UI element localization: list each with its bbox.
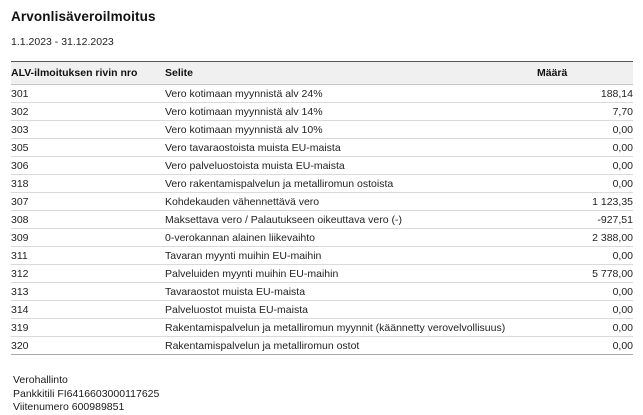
table-row	[11, 193, 633, 211]
footer-bank-account: Pankkitili FI6416603000117625	[13, 387, 160, 400]
table-row	[11, 211, 633, 229]
cell-description: Rakentamispalvelun ja metalliromun ostot	[165, 337, 537, 355]
cell-description: Vero tavaraostoista muista EU-maista	[165, 139, 537, 157]
cell-row-number: 314	[11, 301, 165, 319]
cell-row-number: 302	[11, 103, 165, 121]
reporting-period: 1.1.2023 - 31.12.2023	[11, 36, 114, 48]
table-body	[11, 85, 633, 355]
cell-amount: 0,00	[537, 139, 633, 157]
cell-description: Vero kotimaan myynnistä alv 24%	[165, 85, 537, 103]
cell-description: Tavaraostot muista EU-maista	[165, 283, 537, 301]
table-row	[11, 157, 633, 175]
cell-row-number: 318	[11, 175, 165, 193]
cell-amount: 0,00	[537, 283, 633, 301]
cell-amount: 5 778,00	[537, 265, 633, 283]
table-header	[11, 62, 633, 85]
table-row	[11, 265, 633, 283]
table-row	[11, 175, 633, 193]
vat-declaration-table	[11, 61, 633, 355]
cell-row-number: 307	[11, 193, 165, 211]
cell-amount: 0,00	[537, 121, 633, 139]
cell-amount: 0,00	[537, 301, 633, 319]
cell-description: Tavaran myynti muihin EU-maihin	[165, 247, 537, 265]
cell-amount: 0,00	[537, 247, 633, 265]
table-row	[11, 301, 633, 319]
cell-row-number: 311	[11, 247, 165, 265]
cell-amount: 2 388,00	[537, 229, 633, 247]
column-header-amount: Määrä	[537, 62, 633, 85]
cell-amount: 7,70	[537, 103, 633, 121]
cell-description: Vero kotimaan myynnistä alv 14%	[165, 103, 537, 121]
page-title: Arvonlisäveroilmoitus	[11, 9, 156, 24]
cell-row-number: 303	[11, 121, 165, 139]
table-row	[11, 283, 633, 301]
cell-description: Palveluostot muista EU-maista	[165, 301, 537, 319]
cell-amount: 0,00	[537, 175, 633, 193]
footer-reference-number: Viitenumero 600989851	[13, 401, 125, 413]
cell-description: Palveluiden myynti muihin EU-maihin	[165, 265, 537, 283]
table-row	[11, 319, 633, 337]
table-row	[11, 103, 633, 121]
table-row	[11, 337, 633, 355]
cell-row-number: 306	[11, 157, 165, 175]
cell-description: Vero kotimaan myynnistä alv 10%	[165, 121, 537, 139]
cell-row-number: 313	[11, 283, 165, 301]
cell-amount: 188,14	[537, 85, 633, 103]
cell-description: 0-verokannan alainen liikevaihto	[165, 229, 537, 247]
cell-amount: 0,00	[537, 157, 633, 175]
footer-payment-details	[11, 374, 633, 415]
column-header-description: Selite	[165, 62, 537, 85]
footer-authority: Verohallinto	[13, 374, 68, 386]
cell-row-number: 308	[11, 211, 165, 229]
table-header-row	[11, 62, 633, 85]
cell-description: Vero palveluostoista muista EU-maista	[165, 157, 537, 175]
cell-amount: 0,00	[537, 337, 633, 355]
table-row	[11, 247, 633, 265]
cell-row-number: 312	[11, 265, 165, 283]
cell-row-number: 301	[11, 85, 165, 103]
cell-amount: 1 123,35	[537, 193, 633, 211]
cell-amount: -927,51	[537, 211, 633, 229]
table-row	[11, 85, 633, 103]
table-row	[11, 229, 633, 247]
cell-description: Maksettava vero / Palautukseen oikeuttava vero (-)	[165, 211, 537, 229]
cell-row-number: 320	[11, 337, 165, 355]
cell-amount: 0,00	[537, 319, 633, 337]
cell-row-number: 309	[11, 229, 165, 247]
cell-description: Vero rakentamispalvelun ja metalliromun ostoista	[165, 175, 537, 193]
table-row	[11, 139, 633, 157]
column-header-row-number: ALV-ilmoituksen rivin nro	[11, 62, 165, 85]
cell-description: Rakentamispalvelun ja metalliromun myynnit (käännetty verovelvollisuus)	[165, 319, 537, 337]
cell-row-number: 305	[11, 139, 165, 157]
cell-description: Kohdekauden vähennettävä vero	[165, 193, 537, 211]
table-row	[11, 121, 633, 139]
cell-row-number: 319	[11, 319, 165, 337]
